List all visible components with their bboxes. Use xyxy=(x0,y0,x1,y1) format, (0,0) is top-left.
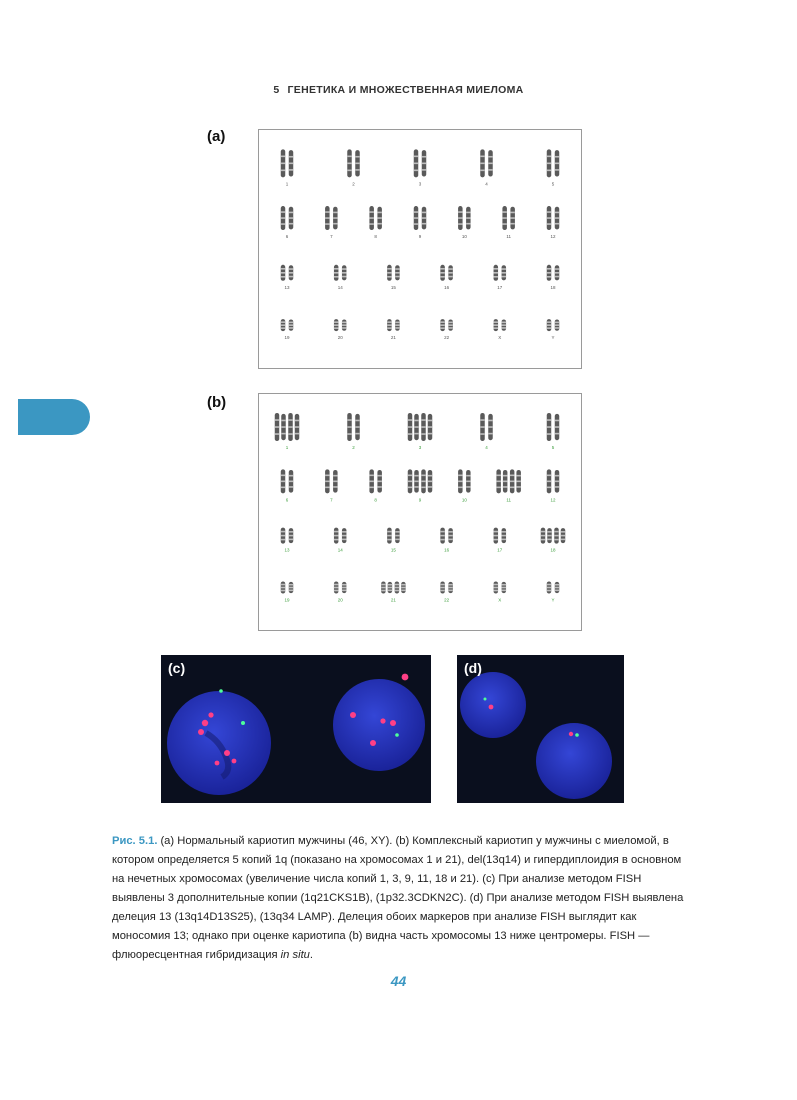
chromosome-pair xyxy=(325,206,338,239)
chromosome-label: 7 xyxy=(330,234,333,240)
chromosome-pair xyxy=(334,319,347,340)
chromosome-pair xyxy=(440,265,453,290)
chromosome-pair xyxy=(547,413,560,450)
chromosome-label: 18 xyxy=(550,284,556,290)
karyotype-normal xyxy=(258,129,582,369)
chromosome-pair xyxy=(281,206,294,239)
chromosome-label: 2 xyxy=(352,181,355,187)
chromosome-label: 16 xyxy=(444,284,450,290)
fish-micrograph-d xyxy=(457,655,624,803)
chromosome-label: 22 xyxy=(444,335,450,341)
chromosome-label: 14 xyxy=(337,547,343,553)
chromosome-pair xyxy=(369,206,382,239)
chromosome-label: 11 xyxy=(506,497,512,503)
chromosome-pair xyxy=(494,582,507,603)
chromosome-label: 3 xyxy=(418,445,422,451)
chromosome-pair xyxy=(275,413,300,450)
caption-end: . xyxy=(309,949,314,961)
chromosome-pair xyxy=(387,265,400,290)
chromosome-pair xyxy=(458,206,471,239)
panel-d-label: (d) xyxy=(464,660,482,676)
chromosome-label: 1 xyxy=(285,445,289,451)
chromosome-label: 20 xyxy=(337,597,343,603)
chromosome-pair xyxy=(414,206,427,239)
chromosome-label: 18 xyxy=(550,547,556,553)
fish-image-c xyxy=(161,655,431,803)
chromosome-label: 1 xyxy=(285,181,289,187)
chromosome-pair xyxy=(547,265,560,290)
chromosome-label: 3 xyxy=(418,181,422,187)
chromosome-label: 11 xyxy=(506,234,512,240)
chromosome-pair xyxy=(387,528,400,553)
chromosome-label: 16 xyxy=(444,547,450,553)
chromosome-pair xyxy=(541,528,566,553)
chromosome-label: 19 xyxy=(284,597,290,603)
chromosome-pair xyxy=(281,528,294,553)
chromosome-pair xyxy=(496,469,520,502)
chromosome-pair xyxy=(281,469,294,502)
chromosome-label: 6 xyxy=(285,234,289,240)
chromosome-pair xyxy=(480,413,493,450)
karyotype-normal-image xyxy=(259,130,581,368)
chromosome-pair xyxy=(381,582,406,603)
chromosome-pair xyxy=(387,319,400,340)
chromosome-pair xyxy=(347,149,360,186)
chromosome-label: 10 xyxy=(461,497,467,503)
chromosome-label: 13 xyxy=(284,284,290,290)
panel-b-label: (b) xyxy=(207,394,227,411)
chromosome-label: 10 xyxy=(461,234,467,240)
karyotype-myeloma-image xyxy=(259,394,581,630)
chapter-title: ГЕНЕТИКА И МНОЖЕСТВЕННАЯ МИЕЛОМА xyxy=(287,84,524,96)
chapter-number: 5 xyxy=(273,84,280,96)
chromosome-pair xyxy=(547,469,560,502)
chromosome-label: Y xyxy=(551,335,555,341)
chromosome-pair xyxy=(440,319,453,340)
chromosome-pair xyxy=(408,469,433,502)
chromosome-pair xyxy=(502,206,515,239)
fish-image-d xyxy=(457,655,624,803)
chromosome-pair xyxy=(458,469,471,502)
chromosome-label: 6 xyxy=(285,497,289,503)
chromosome-label: 9 xyxy=(418,497,422,503)
karyotype-myeloma xyxy=(258,393,582,631)
chromosome-pair xyxy=(325,469,338,502)
chromosome-label: 15 xyxy=(390,284,396,290)
figure-caption xyxy=(112,832,689,965)
chromosome-pair xyxy=(281,265,294,290)
caption-italic: in situ xyxy=(280,949,310,961)
chromosome-label: 5 xyxy=(551,445,555,451)
chromosome-label: 21 xyxy=(390,335,396,341)
chromosome-pair xyxy=(547,149,560,186)
panel-c-label: (c) xyxy=(168,660,186,676)
chromosome-pair xyxy=(334,528,347,553)
chromosome-pair xyxy=(547,582,560,603)
chromosome-label: 15 xyxy=(390,547,396,553)
page-number: 44 xyxy=(390,973,407,989)
chromosome-pair xyxy=(547,319,560,340)
chromosome-label: 19 xyxy=(284,335,290,341)
chromosome-label: 21 xyxy=(390,597,396,603)
chromosome-pair xyxy=(547,206,560,239)
chromosome-label: 7 xyxy=(330,497,333,503)
chromosome-label: 2 xyxy=(352,445,355,451)
chromosome-pair xyxy=(281,582,294,603)
fish-micrograph-c xyxy=(161,655,431,803)
chromosome-label: 17 xyxy=(497,547,503,553)
caption-text: (a) Нормальный кариотип мужчины (46, XY). (b) Комплексный кариотип у мужчины с миеломой, в котором определяется 5 копий 1q (показано на хромосомах 1 и 21), del(13q14) и гипердиплоидия в основном на нечетных хромосомах (увеличение числа копий 1, 3, 9, 11, 18 и 21). (c) При анализе методом FISH выявлены 3 дополнительные копии (1q21CKS1B), (1p32.3CDKN2C). (d) При анализе методом FISH выявлена делеция 13 (13q14D13S25), (13q34 LAMP). Делеция обоих маркеров при анализе FISH выглядит как моносомия 13; однако при оценке кариотипа (b) видна часть хромосомы 13 ниже центромеры. FISH — флюоресцентная гибридизация xyxy=(112,835,684,961)
chromosome-pair xyxy=(408,413,433,450)
chromosome-pair xyxy=(334,265,347,290)
chromosome-pair xyxy=(334,582,347,603)
chromosome-pair xyxy=(494,528,507,553)
chromosome-label: Y xyxy=(551,597,555,603)
chromosome-pair xyxy=(281,149,294,186)
chromosome-pair xyxy=(440,582,453,603)
chromosome-pair xyxy=(440,528,453,553)
chromosome-label: 5 xyxy=(551,181,555,187)
chromosome-pair xyxy=(369,469,382,502)
chromosome-label: 13 xyxy=(284,547,290,553)
chromosome-label: 17 xyxy=(497,284,503,290)
chromosome-pair xyxy=(494,265,507,290)
chromosome-pair xyxy=(281,319,294,340)
chromosome-pair xyxy=(414,149,427,186)
chromosome-label: 20 xyxy=(337,335,343,341)
chromosome-label: X xyxy=(498,597,502,603)
chromosome-label: 4 xyxy=(485,181,488,187)
panel-a-label: (a) xyxy=(207,128,226,145)
chromosome-label: 8 xyxy=(374,497,377,503)
chromosome-label: X xyxy=(498,335,502,341)
chromosome-label: 14 xyxy=(337,284,343,290)
chromosome-label: 8 xyxy=(374,234,377,240)
chromosome-label: 4 xyxy=(485,445,488,451)
chromosome-label: 22 xyxy=(444,597,450,603)
chromosome-pair xyxy=(494,319,507,340)
figure-number: Рис. 5.1. xyxy=(112,835,158,847)
chapter-header xyxy=(0,84,797,96)
chapter-side-tab xyxy=(18,399,90,435)
chromosome-pair xyxy=(347,413,360,450)
chromosome-pair xyxy=(480,149,493,186)
chromosome-label: 12 xyxy=(550,497,556,503)
chromosome-label: 12 xyxy=(550,234,556,240)
chromosome-label: 9 xyxy=(418,234,422,240)
